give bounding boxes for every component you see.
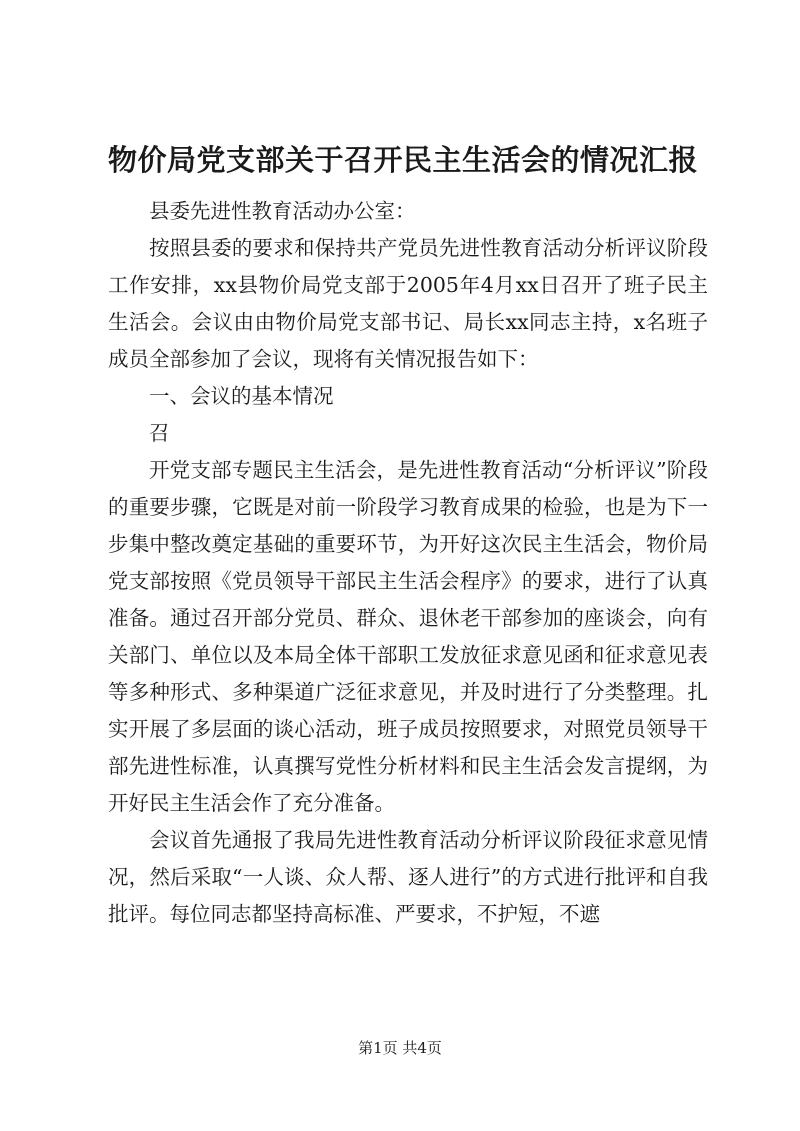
paragraph-preparation: 开党支部专题民主生活会，是先进性教育活动“分析评议”阶段的重要步骤，它既是对前一阶段学习教育成果的检验，也是为下一步集中整改奠定基础的重要环节，为开好这次民主生活会，物价局党支部按照《党员领导干部民主生活会程序》的要求，进行了认真准备。通过召开部分党员、群众、退休老干部参加的座谈会，向有关部门、单位以及本局全体干部职工发放征求意见函和征求意见表等多种形式、多种渠道广泛征求意见，并及时进行了分类整理。扎实开展了多层面的谈心活动，班子成员按照要求，对照党员领导干部先进性标准，认真撰写党性分析材料和民主生活会发言提纲，为开好民主生活会作了充分准备。	[108, 458, 708, 815]
section-heading: 一、会议的基本情况	[149, 384, 334, 408]
document-body	[108, 193, 708, 933]
paragraph-intro: 按照县委的要求和保持共产党员先进性教育活动分析评议阶段工作安排，xx县物价局党支部于2005年4月xx日召开了班子民主生活会。会议由由物价局党支部书记、局长xx同志主持，x名班子成员全部参加了会议，现将有关情况报告如下：	[108, 236, 708, 371]
paragraph-addressee: 县委先进性教育活动办公室：	[149, 199, 416, 223]
paragraph-fragment: 召	[149, 421, 170, 445]
page-number-footer: 第1页 共4页	[358, 1039, 442, 1057]
document-title: 物价局党支部关于召开民主生活会的情况汇报	[108, 143, 699, 177]
paragraph-meeting: 会议首先通报了我局先进性教育活动分析评议阶段征求意见情况，然后采取“一人谈、众人帮、逐人进行”的方式进行批评和自我批评。每位同志都坚持高标准、严要求，不护短，不遮	[108, 828, 708, 926]
